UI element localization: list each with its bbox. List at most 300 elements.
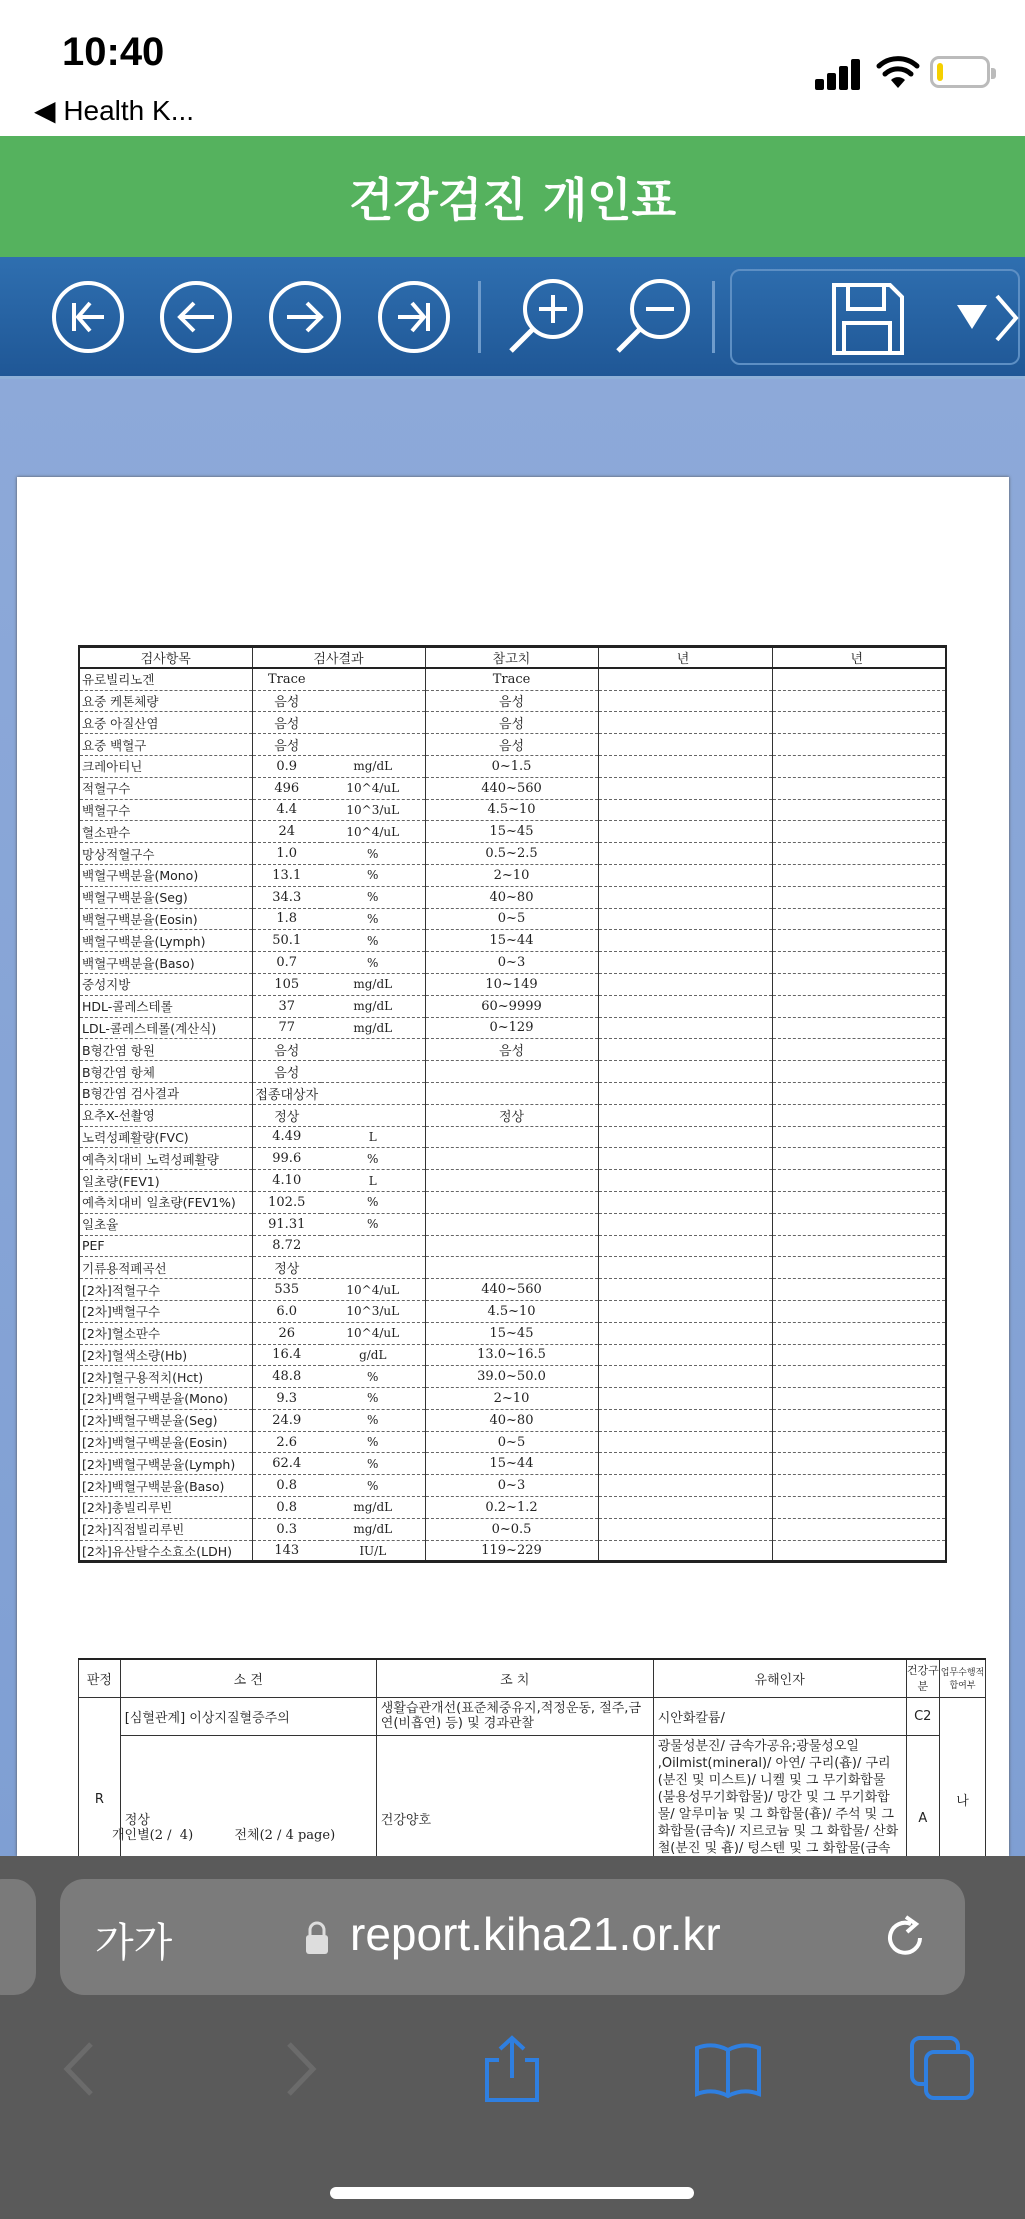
item-unit: mg/dL: [321, 1518, 425, 1540]
item-value: 26: [252, 1322, 321, 1344]
table-row: [79, 1300, 946, 1322]
item-unit: 10^3/uL: [321, 1300, 425, 1322]
item-year-1: [598, 1257, 772, 1279]
item-year-1: [598, 755, 772, 777]
item-unit: [321, 734, 425, 756]
item-unit: [321, 1235, 425, 1257]
item-value: 535: [252, 1279, 321, 1301]
header-fitness: 업무수행적합여부: [940, 1659, 986, 1697]
table-row: [79, 1148, 946, 1170]
item-year-1: [598, 1388, 772, 1410]
item-name: 요중 백혈구: [79, 734, 252, 756]
header-year-1: 년: [598, 647, 772, 669]
table-row: [79, 886, 946, 908]
prev-page-icon[interactable]: [158, 279, 234, 355]
item-unit: 10^4/uL: [321, 821, 425, 843]
item-year-2: [772, 952, 946, 974]
item-unit: [321, 1082, 425, 1104]
dropdown-icon[interactable]: [957, 305, 987, 329]
item-year-2: [772, 755, 946, 777]
tabs-icon[interactable]: [908, 2034, 978, 2104]
item-year-2: [772, 1191, 946, 1213]
table-row: [79, 1388, 946, 1410]
health-class-cell: A: [906, 1735, 939, 1903]
item-name: 백혈구백분율(Seg): [79, 886, 252, 908]
item-year-2: [772, 777, 946, 799]
item-name: 백혈구수: [79, 799, 252, 821]
item-name: 크레아티닌: [79, 755, 252, 777]
table-row: [79, 1170, 946, 1192]
table-row: [79, 908, 946, 930]
item-name: 혈소판수: [79, 821, 252, 843]
item-unit: 10^4/uL: [321, 1279, 425, 1301]
wifi-icon: [876, 54, 920, 90]
last-page-icon[interactable]: [376, 279, 452, 355]
personal-page-count: 개인별(2 / 4): [112, 1828, 194, 1843]
item-reference: [425, 1191, 598, 1213]
table-row: [79, 1322, 946, 1344]
item-year-1: [598, 1322, 772, 1344]
item-name: [2차]백혈구백분율(Eosin): [79, 1431, 252, 1453]
item-year-1: [598, 1082, 772, 1104]
item-year-1: [598, 1126, 772, 1148]
cellular-signal-icon: [815, 58, 861, 90]
item-value: 4.4: [252, 799, 321, 821]
item-name: B형간염 항원: [79, 1039, 252, 1061]
item-value: 6.0: [252, 1300, 321, 1322]
clock: 10:40: [62, 30, 165, 74]
item-year-2: [772, 1366, 946, 1388]
item-year-1: [598, 1235, 772, 1257]
item-value: 정상: [252, 1257, 321, 1279]
item-year-2: [772, 712, 946, 734]
item-year-1: [598, 995, 772, 1017]
item-name: [2차]직접빌리루빈: [79, 1518, 252, 1540]
item-unit: [321, 668, 425, 690]
table-row: [79, 1540, 946, 1562]
first-page-icon[interactable]: [50, 279, 126, 355]
item-value: 102.5: [252, 1191, 321, 1213]
item-value: 4.49: [252, 1126, 321, 1148]
item-reference: 15~45: [425, 821, 598, 843]
item-name: [2차]백혈구백분율(Baso): [79, 1475, 252, 1497]
item-unit: L: [321, 1126, 425, 1148]
item-name: B형간염 검사결과: [79, 1082, 252, 1104]
item-reference: [425, 1082, 598, 1104]
item-unit: %: [321, 886, 425, 908]
item-year-1: [598, 777, 772, 799]
item-reference: 0~3: [425, 952, 598, 974]
save-menu[interactable]: [730, 269, 1020, 365]
item-value: 0.9: [252, 755, 321, 777]
item-reference: 4.5~10: [425, 1300, 598, 1322]
header-reference: 참고치: [425, 647, 598, 669]
item-year-1: [598, 1017, 772, 1039]
item-year-2: [772, 1017, 946, 1039]
table-row: [79, 690, 946, 712]
item-reference: 2~10: [425, 1388, 598, 1410]
item-year-1: [598, 973, 772, 995]
item-year-2: [772, 1453, 946, 1475]
item-value: 37: [252, 995, 321, 1017]
item-reference: 15~44: [425, 1453, 598, 1475]
table-row: [79, 864, 946, 886]
item-reference: 0.5~2.5: [425, 843, 598, 865]
item-value: 1.0: [252, 843, 321, 865]
item-name: B형간염 항체: [79, 1061, 252, 1083]
item-year-1: [598, 1518, 772, 1540]
item-year-2: [772, 1213, 946, 1235]
item-year-1: [598, 1497, 772, 1519]
item-reference: 0~5: [425, 908, 598, 930]
table-row: [79, 1213, 946, 1235]
header-hazard: 유해인자: [653, 1659, 906, 1697]
item-value: 34.3: [252, 886, 321, 908]
item-year-1: [598, 1431, 772, 1453]
item-unit: [321, 690, 425, 712]
item-year-1: [598, 1061, 772, 1083]
previous-tab-peek[interactable]: [0, 1879, 36, 1995]
item-year-1: [598, 734, 772, 756]
item-value: Trace: [252, 668, 321, 690]
item-name: 예측치대비 노력성폐활량: [79, 1148, 252, 1170]
zoom-in-icon[interactable]: [505, 275, 587, 357]
item-year-2: [772, 1540, 946, 1562]
item-name: [2차]백혈구백분율(Lymph): [79, 1453, 252, 1475]
item-value: 0.8: [252, 1497, 321, 1519]
item-year-1: [598, 908, 772, 930]
item-value: 8.72: [252, 1235, 321, 1257]
item-year-1: [598, 1279, 772, 1301]
item-unit: mg/dL: [321, 755, 425, 777]
action-cell: 생활습관개선(표준체중유지,적정운동, 절주,금연(비흡연) 등) 및 경과관찰: [376, 1697, 653, 1735]
table-row: [79, 952, 946, 974]
text-size-button[interactable]: 가가: [95, 1920, 173, 1966]
url-text[interactable]: report.kiha21.or.kr: [350, 1908, 721, 1960]
item-value: 4.10: [252, 1170, 321, 1192]
forward-icon[interactable]: [265, 2034, 335, 2104]
table-row: [79, 1191, 946, 1213]
table-row: [79, 1475, 946, 1497]
item-unit: %: [321, 1453, 425, 1475]
item-year-1: [598, 1344, 772, 1366]
item-reference: 39.0~50.0: [425, 1366, 598, 1388]
toolbar-separator: [478, 281, 481, 353]
item-unit: mg/dL: [321, 1017, 425, 1039]
table-row: [79, 1017, 946, 1039]
item-year-2: [772, 1104, 946, 1126]
item-reference: 440~560: [425, 1279, 598, 1301]
item-name: 요중 아질산염: [79, 712, 252, 734]
table-row: [79, 1409, 946, 1431]
item-unit: %: [321, 1148, 425, 1170]
table-row: [79, 843, 946, 865]
item-unit: L: [321, 1170, 425, 1192]
app-title-bar: [0, 136, 1025, 257]
item-year-1: [598, 1170, 772, 1192]
item-year-2: [772, 886, 946, 908]
hazard-cell: 광물성분진/ 금속가공유;광물성오일 ,Oilmist(mineral)/ 아연/ 구리(흄)/ 구리(분진 및 미스트)/ 니켈 및 그 무기화합물(불용성무기화합물)/ 망간 및 그 무기화합물/ 알루미늄 및 그 화합물(흄)/ 주석 및 그 화합물(금속)/ 지르코늄 및 그 화합물/ 산화철(분진 및 흄)/ 텅스텐 및 그 화합물(금속: [653, 1735, 906, 1903]
header-finding: 소 견: [120, 1659, 376, 1697]
item-unit: 10^4/uL: [321, 777, 425, 799]
item-name: PEF: [79, 1235, 252, 1257]
item-reference: 음성: [425, 1039, 598, 1061]
total-page-count: 전체(2 / 4 page): [234, 1828, 336, 1843]
item-year-1: [598, 1540, 772, 1562]
header-health-class: 건강구분: [906, 1659, 939, 1697]
item-unit: %: [321, 1213, 425, 1235]
item-year-1: [598, 1366, 772, 1388]
item-reference: 음성: [425, 712, 598, 734]
table-row: [79, 777, 946, 799]
item-value: 91.31: [252, 1213, 321, 1235]
table-row: [79, 1497, 946, 1519]
item-year-1: [598, 843, 772, 865]
item-year-1: [598, 1104, 772, 1126]
item-year-2: [772, 995, 946, 1017]
item-unit: %: [321, 1366, 425, 1388]
item-name: 망상적혈구수: [79, 843, 252, 865]
item-name: 백혈구백분율(Lymph): [79, 930, 252, 952]
share-icon[interactable]: [477, 2034, 547, 2104]
item-value: 9.3: [252, 1388, 321, 1410]
item-year-2: [772, 1388, 946, 1410]
item-reference: 440~560: [425, 777, 598, 799]
item-year-2: [772, 821, 946, 843]
item-year-2: [772, 1170, 946, 1192]
item-year-1: [598, 1453, 772, 1475]
item-name: [2차]백혈구백분율(Seg): [79, 1409, 252, 1431]
status-bar: [0, 0, 1025, 136]
item-unit: %: [321, 930, 425, 952]
lock-icon: [305, 1921, 329, 1955]
item-reference: [425, 1061, 598, 1083]
item-reference: 0~0.5: [425, 1518, 598, 1540]
table-row: [79, 1039, 946, 1061]
table-row: [79, 1518, 946, 1540]
header-item: 검사항목: [79, 647, 252, 669]
item-year-2: [772, 1279, 946, 1301]
pdf-viewer[interactable]: [0, 379, 1025, 1856]
item-name: [2차]혈소판수: [79, 1322, 252, 1344]
item-name: 예측치대비 일초량(FEV1%): [79, 1191, 252, 1213]
opinion-row: [79, 1697, 986, 1735]
item-reference: 0.2~1.2: [425, 1497, 598, 1519]
item-name: 기류용적폐곡선: [79, 1257, 252, 1279]
judgment-value: R: [79, 1697, 121, 1903]
item-name: 백혈구백분율(Baso): [79, 952, 252, 974]
table-row: [79, 799, 946, 821]
home-indicator: [330, 2187, 694, 2199]
item-value: 2.6: [252, 1431, 321, 1453]
item-unit: [321, 1039, 425, 1061]
item-year-2: [772, 1431, 946, 1453]
item-year-2: [772, 690, 946, 712]
item-value: 0.7: [252, 952, 321, 974]
item-unit: mg/dL: [321, 1497, 425, 1519]
item-reference: [425, 1213, 598, 1235]
browser-bottom-bar: [0, 1856, 1025, 2219]
item-name: [2차]총빌리루빈: [79, 1497, 252, 1519]
item-year-2: [772, 1257, 946, 1279]
table-header: [79, 647, 946, 669]
item-value: 143: [252, 1540, 321, 1562]
item-year-1: [598, 1148, 772, 1170]
item-unit: %: [321, 1191, 425, 1213]
item-reference: 60~9999: [425, 995, 598, 1017]
item-year-1: [598, 1213, 772, 1235]
item-reference: 15~45: [425, 1322, 598, 1344]
item-value: 음성: [252, 1039, 321, 1061]
hazard-cell: 시안화칼륨/: [653, 1697, 906, 1735]
item-reference: [425, 1126, 598, 1148]
item-year-2: [772, 930, 946, 952]
item-reference: 13.0~16.5: [425, 1344, 598, 1366]
item-reference: [425, 1170, 598, 1192]
item-reference: 119~229: [425, 1540, 598, 1562]
item-unit: [321, 1257, 425, 1279]
item-reference: 4.5~10: [425, 799, 598, 821]
finding-cell: [심혈관계] 이상지질혈증주의: [120, 1697, 376, 1735]
item-value: 105: [252, 973, 321, 995]
table-row: [79, 973, 946, 995]
item-year-2: [772, 973, 946, 995]
item-reference: 15~44: [425, 930, 598, 952]
item-year-2: [772, 1344, 946, 1366]
item-reference: 0~1.5: [425, 755, 598, 777]
item-year-1: [598, 821, 772, 843]
item-value: 77: [252, 1017, 321, 1039]
back-icon[interactable]: [45, 2034, 115, 2104]
item-value: 정상: [252, 1104, 321, 1126]
table-row: [79, 668, 946, 690]
item-year-2: [772, 1497, 946, 1519]
item-unit: %: [321, 1475, 425, 1497]
table-row: [79, 1431, 946, 1453]
item-name: 백혈구백분율(Mono): [79, 864, 252, 886]
item-value: 24.9: [252, 1409, 321, 1431]
item-unit: 10^3/uL: [321, 799, 425, 821]
item-reference: [425, 1235, 598, 1257]
lab-results-table: [78, 645, 947, 1563]
item-value: 13.1: [252, 864, 321, 886]
page-footer: [112, 1824, 335, 1843]
item-value: 접종대상자: [252, 1082, 321, 1104]
item-reference: 음성: [425, 690, 598, 712]
item-unit: %: [321, 1388, 425, 1410]
reload-icon[interactable]: [880, 1913, 930, 1963]
item-year-1: [598, 799, 772, 821]
item-name: LDL-콜레스테롤(계산식): [79, 1017, 252, 1039]
item-unit: [321, 1104, 425, 1126]
pdf-page: [17, 477, 1009, 1856]
item-unit: %: [321, 1431, 425, 1453]
item-unit: g/dL: [321, 1344, 425, 1366]
table-row: [79, 1235, 946, 1257]
header-year-2: 년: [772, 647, 946, 669]
item-value: 음성: [252, 734, 321, 756]
item-reference: [425, 1148, 598, 1170]
item-name: [2차]혈구용적치(Hct): [79, 1366, 252, 1388]
item-year-1: [598, 712, 772, 734]
item-value: 99.6: [252, 1148, 321, 1170]
item-name: [2차]적혈구수: [79, 1279, 252, 1301]
item-unit: %: [321, 952, 425, 974]
item-year-2: [772, 843, 946, 865]
item-name: [2차]유산탈수소효소(LDH): [79, 1540, 252, 1562]
health-class-cell: C2: [906, 1697, 939, 1735]
item-name: [2차]혈색소량(Hb): [79, 1344, 252, 1366]
item-unit: %: [321, 843, 425, 865]
item-year-2: [772, 1409, 946, 1431]
save-icon[interactable]: [830, 281, 906, 357]
item-value: 16.4: [252, 1344, 321, 1366]
item-unit: %: [321, 864, 425, 886]
back-to-app-link[interactable]: ◀ Health K...: [34, 95, 195, 126]
table-row: [79, 734, 946, 756]
item-year-2: [772, 1235, 946, 1257]
table-row: [79, 995, 946, 1017]
item-value: 0.3: [252, 1518, 321, 1540]
item-value: 0.8: [252, 1475, 321, 1497]
item-value: 62.4: [252, 1453, 321, 1475]
item-unit: 10^4/uL: [321, 1322, 425, 1344]
fitness-value: 나: [940, 1697, 986, 1903]
item-reference: 0~129: [425, 1017, 598, 1039]
item-value: 음성: [252, 690, 321, 712]
item-unit: %: [321, 908, 425, 930]
item-reference: 음성: [425, 734, 598, 756]
item-year-1: [598, 690, 772, 712]
item-year-1: [598, 668, 772, 690]
item-value: 496: [252, 777, 321, 799]
item-reference: 0~3: [425, 1475, 598, 1497]
item-unit: %: [321, 1409, 425, 1431]
item-reference: 2~10: [425, 864, 598, 886]
item-year-1: [598, 864, 772, 886]
table-row: [79, 1082, 946, 1104]
zoom-out-icon[interactable]: [612, 275, 694, 357]
item-name: 요중 케톤체량: [79, 690, 252, 712]
item-year-2: [772, 1061, 946, 1083]
item-name: 중성지방: [79, 973, 252, 995]
finding-cell: 정상: [120, 1735, 376, 1903]
next-page-icon[interactable]: [267, 279, 343, 355]
item-year-2: [772, 908, 946, 930]
bookmarks-icon[interactable]: [693, 2034, 763, 2104]
item-reference: 40~80: [425, 886, 598, 908]
table-row: [79, 1126, 946, 1148]
address-bar[interactable]: [60, 1879, 965, 1995]
item-name: [2차]백혈구수: [79, 1300, 252, 1322]
page-title: 건강검진 개인표: [348, 172, 677, 227]
item-year-2: [772, 1126, 946, 1148]
pdf-toolbar: [0, 257, 1025, 379]
item-reference: 10~149: [425, 973, 598, 995]
chevron-right-icon[interactable]: [994, 293, 1020, 343]
item-year-1: [598, 1039, 772, 1061]
table-row: [79, 1279, 946, 1301]
battery-icon: [930, 56, 990, 88]
item-year-2: [772, 864, 946, 886]
opinion-header: [79, 1659, 986, 1697]
item-name: [2차]백혈구백분율(Mono): [79, 1388, 252, 1410]
item-year-2: [772, 1475, 946, 1497]
table-row: [79, 930, 946, 952]
item-name: 일초율: [79, 1213, 252, 1235]
item-value: 음성: [252, 1061, 321, 1083]
toolbar-separator: [712, 281, 715, 353]
